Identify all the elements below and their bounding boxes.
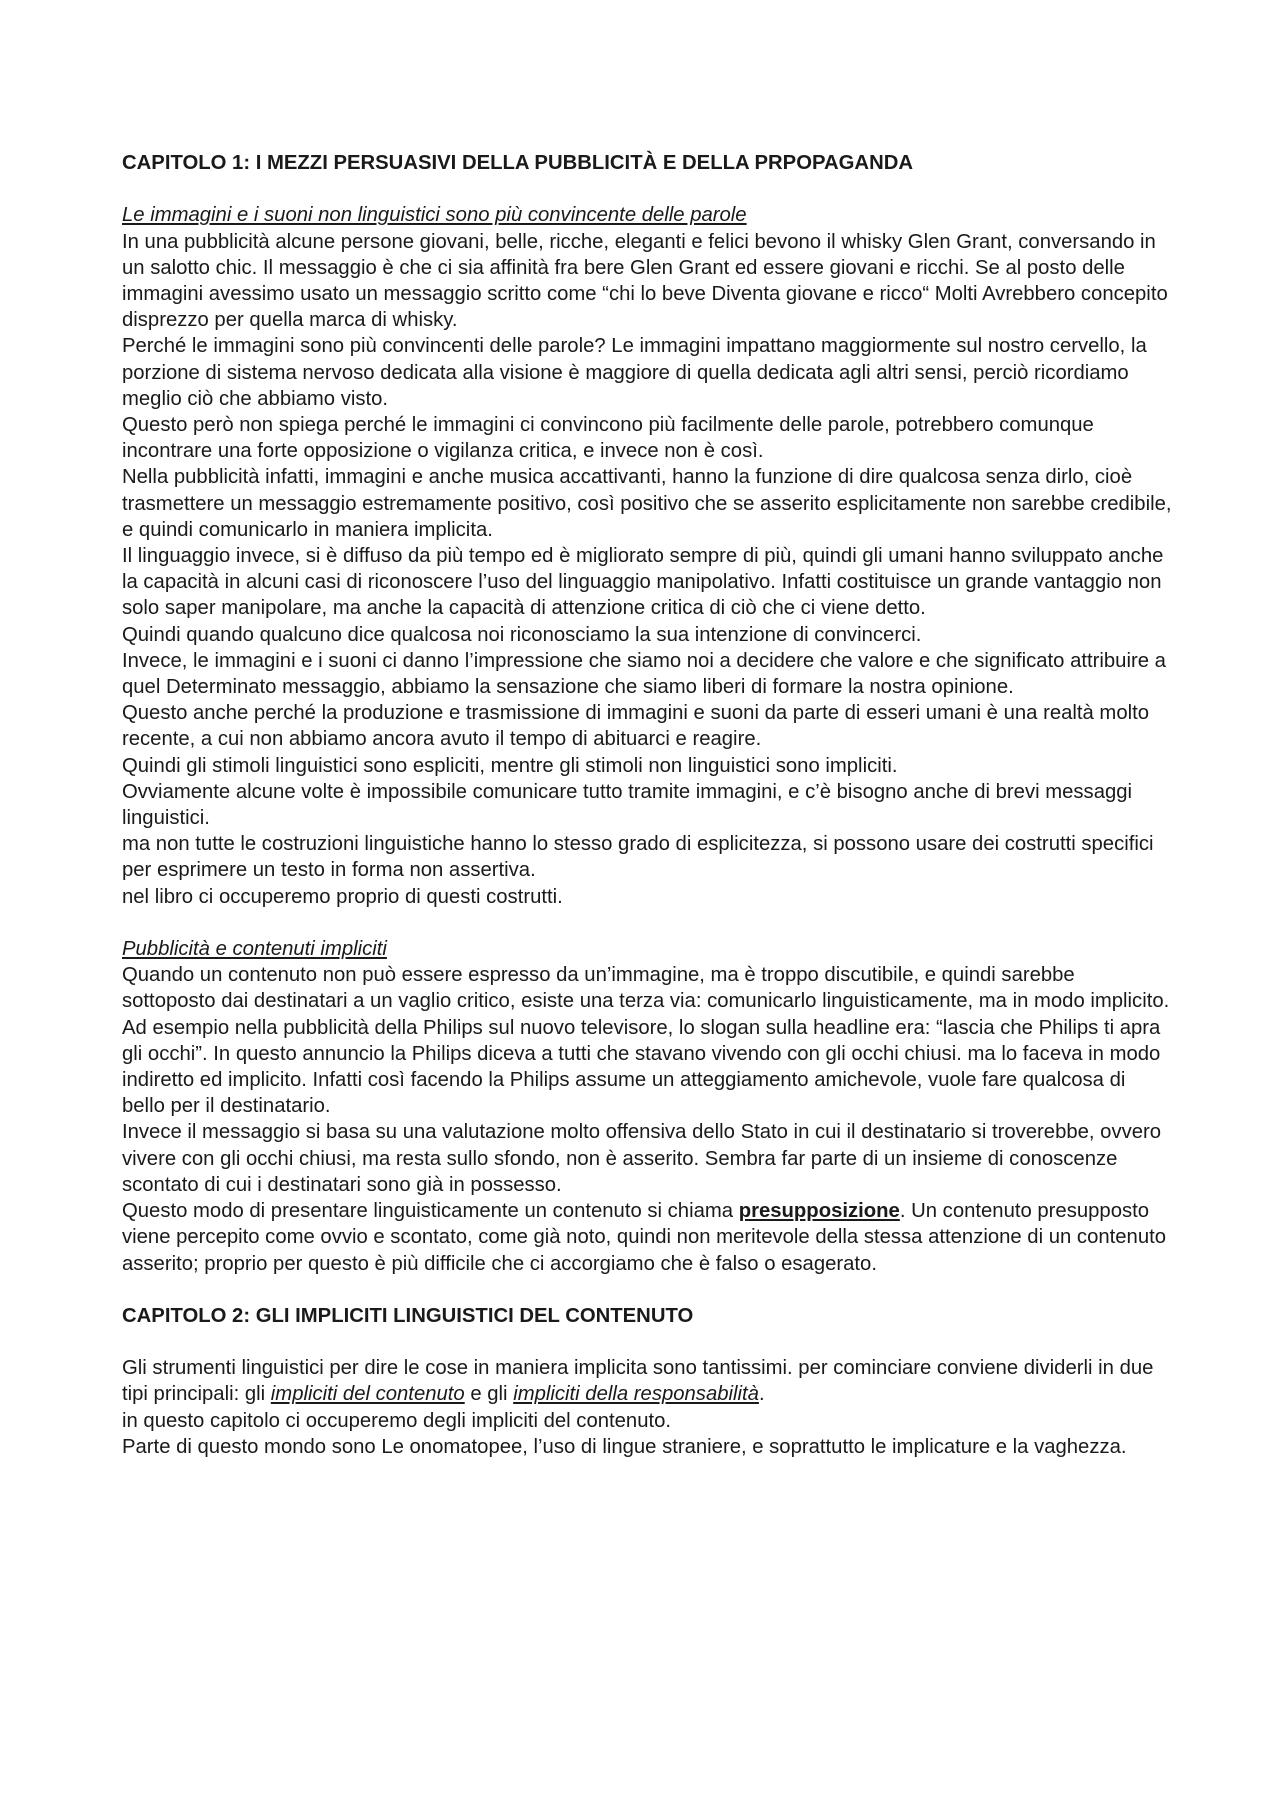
section-2-title: Pubblicità e contenuti impliciti — [122, 938, 387, 961]
text-run: Questo modo di presentare linguisticamente un contenuto si chiama — [122, 1200, 739, 1223]
paragraph: Nella pubblicità infatti, immagini e anche musica accattivanti, hanno la funzione di dire qualcosa senza dirlo, cioè trasmettere un messaggio estremamente positivo, così positivo che se asserito esplicitamente non sarebbe credibile, e quindi comunicarlo in maniera implicita. — [122, 466, 1172, 541]
paragraph: Quindi gli stimoli linguistici sono espliciti, mentre gli stimoli non linguistici sono impliciti. — [122, 754, 898, 777]
document-page — [122, 150, 1172, 1460]
paragraph-intro — [122, 1355, 1172, 1407]
paragraph: ma non tutte le costruzioni linguistiche hanno lo stesso grado di esplicitezza, si possono usare dei costrutti specifici per esprimere un testo in forma non assertiva. — [122, 833, 1154, 882]
chapter-1-title: CAPITOLO 1: I MEZZI PERSUASIVI DELLA PUBBLICITÀ E DELLA PRPOPAGANDA — [122, 152, 914, 174]
spacer — [122, 1277, 1172, 1303]
paragraph: Ad esempio nella pubblicità della Philips sul nuovo televisore, lo slogan sulla headline era: “lascia che Philips ti apra gli occhi”. In questo annuncio la Philips diceva a tutti che stavano vivendo con gli occhi chiusi. ma lo faceva in modo indiretto ed implicito. Infatti così facendo la Philips assume un atteggiamento amichevole, vuole fare qualcosa di bello per il destinatario. — [122, 1016, 1161, 1118]
text-run: . — [758, 1383, 765, 1406]
chapter-2-title: CAPITOLO 2: GLI IMPLICITI LINGUISTICI DEL CONTENUTO — [122, 1304, 694, 1327]
paragraph: Invece il messaggio si basa su una valutazione molto offensiva dello Stato in cui il destinatario si troverebbe, ovvero vivere con gli occhi chiusi, ma resta sullo sfondo, non è asserito. Sembra far parte di un insieme di conoscenze scontato di cui i destinatari sono già in possesso. — [122, 1121, 1162, 1196]
text-run: . Un contenuto presupposto viene percepito come ovvio e scontato, come già noto, quindi non meritevole della stessa attenzione di un contenuto asserito; proprio per questo è più difficile che ci accorgiamo che è falso o esagerato. — [122, 1200, 1167, 1275]
paragraph: In una pubblicità alcune persone giovani, belle, ricche, eleganti e felici bevono il whisky Glen Grant, conversando in un salotto chic. Il messaggio è che ci sia affinità fra bere Glen Grant ed essere giovani e ricchi. Se al posto delle immagini avessimo usato un messaggio scritto come “chi lo beve Diventa giovane e ricco“ Molti Avrebbero concepito disprezzo per quella marca di whisky. — [122, 230, 1168, 332]
paragraph: Quando un contenuto non può essere espresso da un’immagine, ma è troppo discutibile, e quindi sarebbe sottoposto dai destinatari a un vaglio critico, esiste una terza via: comunicarlo linguisticamente, ma in modo implicito. — [122, 964, 1170, 1013]
section-1-title: Le immagini e i suoni non linguistici sono più convincente delle parole — [122, 204, 747, 227]
paragraph: Quindi quando qualcuno dice qualcosa noi riconosciamo la sua intenzione di convincerci. — [122, 623, 922, 646]
paragraph: in questo capitolo ci occuperemo degli impliciti del contenuto. — [122, 1409, 672, 1432]
paragraph: Invece, le immagini e i suoni ci danno l’impressione che siamo noi a decidere che valore e che significato attribuire a quel Determinato messaggio, abbiamo la sensazione che siamo liberi di formare la nostra opinione. — [122, 649, 1166, 699]
spacer — [122, 1329, 1172, 1355]
paragraph: Questo anche perché la produzione e trasmissione di immagini e suoni da parte di esseri umani è una realtà molto recente, a cui non abbiamo ancora avuto il tempo di abituarci e reagire. — [122, 702, 1150, 751]
paragraph-presupposition — [122, 1198, 1172, 1277]
term-presupposizione: presupposizione — [738, 1200, 900, 1223]
paragraph: Parte di questo mondo sono Le onomatopee, l’uso di lingue straniere, e soprattutto le implicature e la vaghezza. — [122, 1435, 1127, 1458]
paragraph: Ovviamente alcune volte è impossibile comunicare tutto tramite immagini, e c’è bisogno anche di brevi messaggi linguistici. — [122, 780, 1133, 830]
spacer — [122, 910, 1172, 936]
spacer — [122, 176, 1172, 202]
paragraph: Questo però non spiega perché le immagini ci convincono più facilmente delle parole, potrebbero comunque incontrare una forte opposizione o vigilanza critica, e invece non è così. — [122, 414, 1094, 463]
paragraph: nel libro ci occuperemo proprio di questi costrutti. — [122, 885, 563, 908]
text-run: Gli strumenti linguistici per dire le cose in maniera implicita sono tantissimi. per cominciare conviene dividerli in due tipi principali: gli — [122, 1357, 1154, 1406]
paragraph: Il linguaggio invece, si è diffuso da più tempo ed è migliorato sempre di più, quindi gli umani hanno sviluppato anche la capacità in alcuni casi di riconoscere l’uso del linguaggio manipolativo. Infatti costituisce un grande vantaggio non solo saper manipolare, ma anche la capacità di attenzione critica di ciò che ci viene detto. — [122, 545, 1164, 620]
term-impliciti-contenuto: impliciti del contenuto — [270, 1383, 465, 1406]
term-impliciti-responsabilita: impliciti della responsabilità — [513, 1383, 759, 1406]
text-run: e gli — [464, 1383, 514, 1406]
paragraph: Perché le immagini sono più convincenti delle parole? Le immagini impattano maggiormente sul nostro cervello, la porzione di sistema nervoso dedicata alla visione è maggiore di quella dedicata agli altri sensi, perciò ricordiamo meglio ciò che abbiamo visto. — [122, 335, 1147, 410]
